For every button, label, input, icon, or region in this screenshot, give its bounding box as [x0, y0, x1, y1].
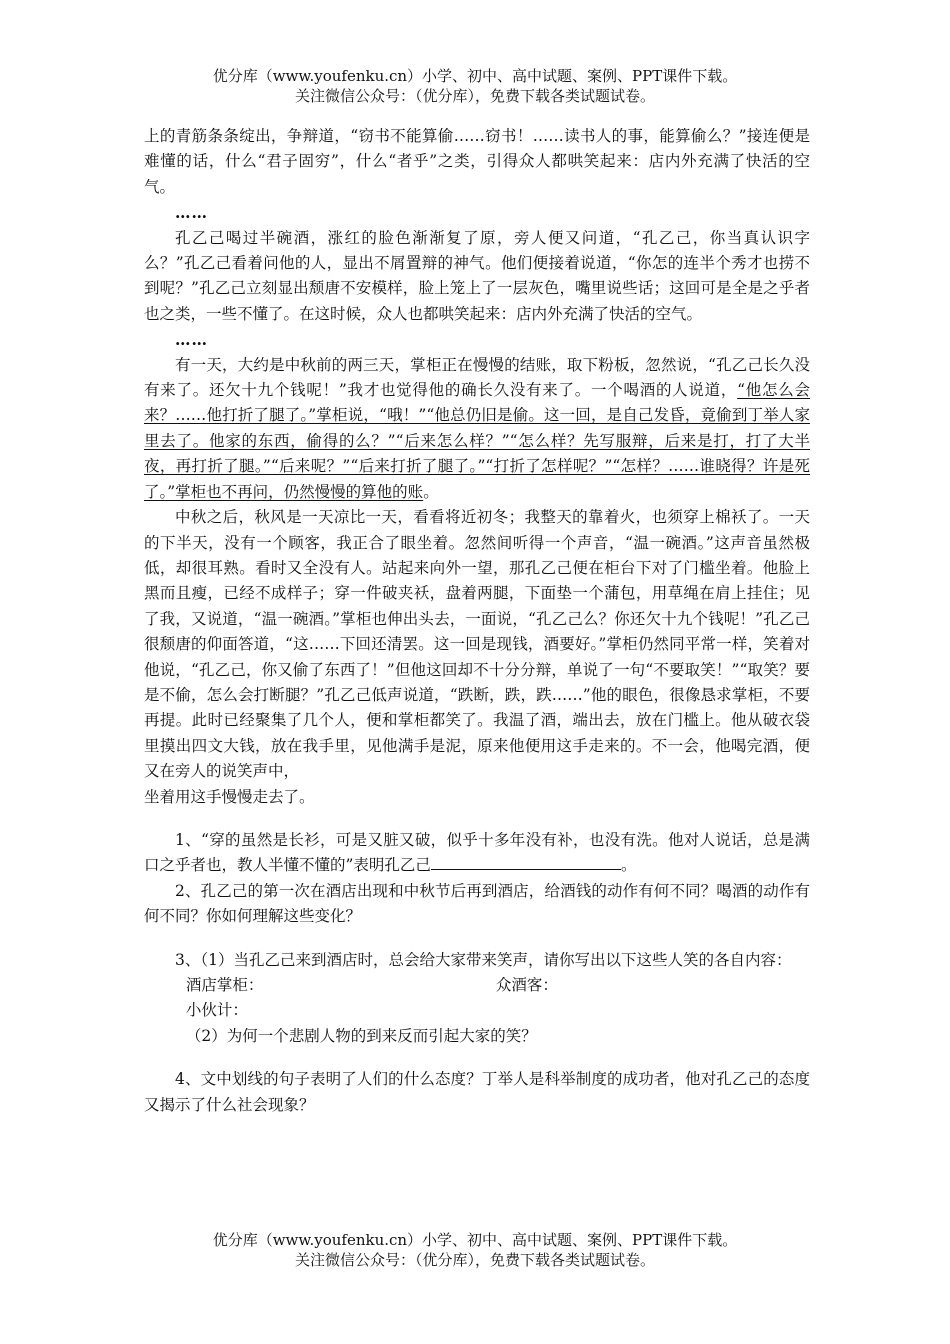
passage-paragraph-1: 上的青筋条条绽出，争辩道，“窃书不能算偷……窃书！……读书人的事，能算偷么？”接连便是难懂的话，什么“君子固穷”，什么“者乎”之类，引得众人都哄笑起来：店内外充满了快活的空气。	[144, 127, 810, 196]
passage-paragraph-5: 坐着用这手慢慢走去了。	[144, 787, 315, 806]
answer-blank-1[interactable]	[431, 854, 621, 870]
passage-ellipsis-2: ……	[175, 330, 208, 350]
header-line-1: 优分库（www.youfenku.cn）小学、初中、高中试题、案例、PPT课件下载。	[212, 67, 738, 85]
header-line-2: 关注微信公众号：（优分库），免费下载各类试题试卷。	[294, 87, 655, 105]
question-1-end: 。	[620, 856, 637, 875]
page-header	[0, 66, 950, 106]
passage-paragraph-4: 中秋之后，秋风是一天凉比一天，看看将近初冬；我整天的靠着火，也须穿上棉袄了。一天的下半天，没有一个顾客，我正合了眼坐着。忽然间听得一个声音，“温一碗酒。”这声音虽然极低，却很耳熟。看时又全没有人。站起来向外一望，那孔乙己便在柜台下对了门槛坐着。他脸上黑而且瘦，已经不成样子；穿一件破夹袄，盘着两腿，下面垫一个蒲包，用草绳在肩上挂住；见了我，又说道，“温一碗酒。”掌柜也伸出头去，一面说，“孔乙己么？你还欠十九个钱呢！”孔乙己很颓唐的仰面答道，“这……下回还清罢。这一回是现钱，酒要好。”掌柜仍然同平常一样，笑着对他说，“孔乙己，你又偷了东西了！”但他这回却不十分分辩，单说了一句“不要取笑！”“取笑？要是不偷，怎么会打断腿？”孔乙己低声说道，“跌断，跌，跌……”他的眼色，很像恳求掌柜，不要再提。此时已经聚集了几个人，便和掌柜都笑了。我温了酒，端出去，放在门槛上。他从破衣袋里摸出四文大钱，放在我手里，见他满手是泥，原来他便用这手走来的。不一会，他喝完酒，便又在旁人的说笑声中，	[144, 508, 810, 781]
spacer	[144, 930, 810, 948]
label-shopkeeper: 酒店掌柜：	[185, 976, 264, 994]
passage-paragraph-2: 孔乙己喝过半碗酒，涨红的脸色渐渐复了原，旁人便又问道，“孔乙己，你当真认识字么？”孔乙己看着问他的人，显出不屑置辩的神气。他们便接着说道，“你怎的连半个秀才也捞不到呢？”孔乙己立刻显出颓唐不安模样，脸上笼上了一层灰色，嘴里说些话；这回可是全是之乎者也之类，一些不懂了。在这时候，众人也都哄笑起来：店内外充满了快活的空气。	[144, 228, 810, 323]
question-1	[144, 828, 810, 879]
spacer	[144, 1049, 810, 1067]
question-3-labels-row	[144, 973, 810, 998]
passage-paragraph-3	[144, 353, 810, 505]
passage-p3-lead: 有一天，大约是中秋前的两三天，掌柜正在慢慢的结账，取下粉板，忽然说，“孔乙己长久没有来了。还欠十九个钱呢！”我才也觉得他的确长久没有来了。一个喝酒的人说道，	[144, 355, 810, 400]
question-1-text: 1、“穿的虽然是长衫，可是又脏又破，似乎十多年没有补，也没有洗。他对人说话，总是满口之乎者也，教人半懂不懂的”表明孔乙己	[144, 830, 810, 875]
footer-line-1: 优分库（www.youfenku.cn）小学、初中、高中试题、案例、PPT课件下载。	[212, 1231, 738, 1249]
footer-line-2: 关注微信公众号：（优分库），免费下载各类试题试卷。	[294, 1251, 655, 1269]
question-3-part-2: （2）为何一个悲剧人物的到来反而引起大家的笑？	[185, 1026, 537, 1045]
label-drinkers: 众酒客：	[495, 976, 558, 994]
passage-ellipsis-1: ……	[175, 203, 208, 223]
spacer	[144, 810, 810, 828]
question-4: 4、文中划线的句子表明了人们的什么态度？丁举人是科举制度的成功者，他对孔乙己的态度又揭示了什么社会现象？	[144, 1070, 810, 1114]
passage-p3-end: 。	[423, 482, 439, 501]
page-footer	[0, 1230, 950, 1270]
label-boy: 小伙计：	[185, 1001, 248, 1020]
underlined-dialogue: “他怎么会来？……他打折了腿了。”掌柜说，“哦！”“他总仍旧是偷。这一回，是自己发昏，竟偷到丁举人家里去了。他家的东西，偷得的么？”“后来怎么样？”“怎么样？先写服辩，后来是打，打了大半夜，再打折了腿。”“后来呢？”“后来打折了腿了。”“打折了怎样呢？”“怎样？……谁晓得？许是死了。”掌柜也不再问，仍然慢慢的算他的账	[144, 381, 810, 501]
document-body	[144, 124, 810, 1118]
question-3-intro: 3、（1）当孔乙己来到酒店时，总会给大家带来笑声，请你写出以下这些人笑的各自内容：	[175, 950, 792, 969]
question-2: 2、孔乙己的第一次在酒店出现和中秋节后再到酒店，给酒钱的动作有何不同？喝酒的动作有何不同？你如何理解这些变化？	[144, 881, 810, 926]
